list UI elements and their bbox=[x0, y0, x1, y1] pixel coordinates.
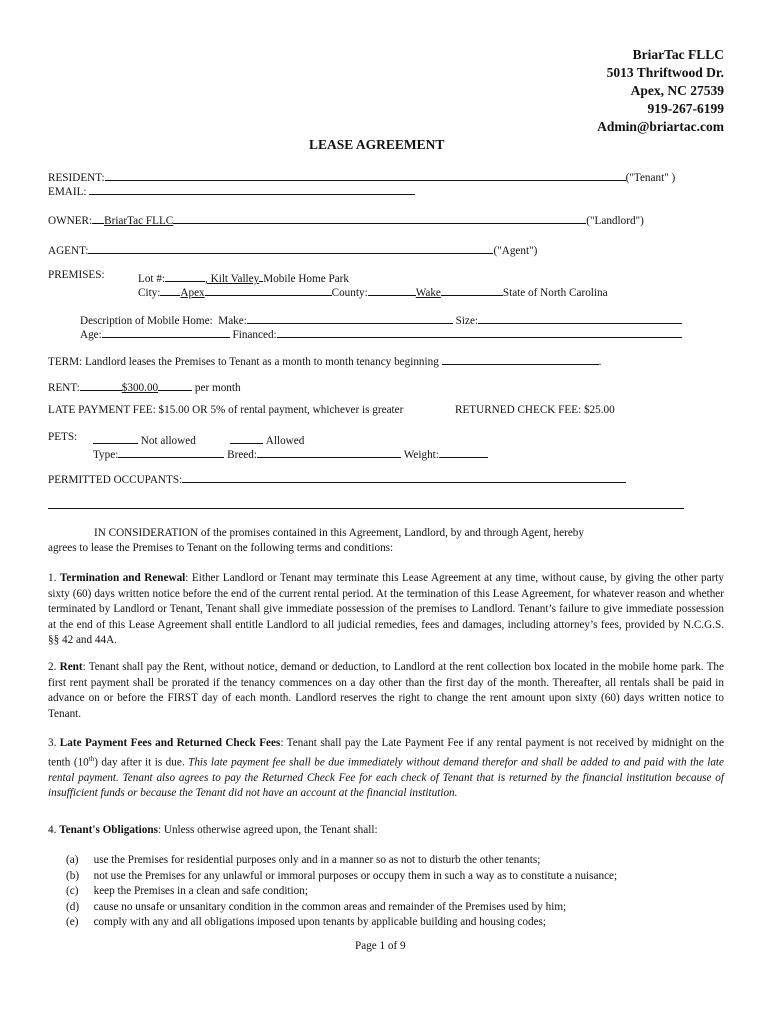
list-item bbox=[66, 915, 617, 931]
mh-financed-label: Financed: bbox=[232, 329, 277, 341]
obligation-label: (b) bbox=[66, 869, 80, 882]
city-line-lead bbox=[160, 283, 180, 296]
obligation-label: (e) bbox=[66, 916, 79, 929]
pet-breed-field[interactable] bbox=[257, 445, 401, 458]
pet-weight-field[interactable] bbox=[439, 445, 488, 458]
county-value: Wake bbox=[415, 287, 441, 299]
section-rent bbox=[48, 660, 724, 722]
email-field[interactable] bbox=[89, 182, 415, 195]
term-text: TERM: Landlord leases the Premises to Tenant as a month to month tenancy beginning bbox=[48, 356, 439, 368]
section-4-number: 4. bbox=[48, 824, 57, 836]
mobile-home-row2 bbox=[80, 325, 682, 341]
section-3-italic: This late payment fee shall be due immediately without demand therefor and shall be added to and paid with the late rental payment. Tenant also agrees to pay the Returned Check Fee for each check of Tenant that is returned by the financial institution because of insufficient funds or because the Tenant did not have an account at the financial institution. bbox=[48, 756, 724, 800]
occupants-field[interactable] bbox=[182, 470, 626, 483]
obligation-label: (a) bbox=[66, 854, 79, 866]
rent-label: RENT: bbox=[48, 382, 80, 394]
obligation-label: (c) bbox=[66, 885, 79, 898]
resident-label: RESIDENT: bbox=[48, 172, 105, 184]
agent-suffix: ("Agent") bbox=[493, 245, 538, 257]
section-3-number: 3. bbox=[48, 737, 57, 749]
section-tenant-obligations bbox=[48, 824, 378, 836]
section-2-body: : Tenant shall pay the Rent, without notice, demand or deduction, to Landlord at the rent collection box located in the mobile home park. The first rent payment shall be prorated if the tenancy commences on a day other than the first day of the month. Thereafter, all rentals shall be paid in advance on or before the FIRST day of each month. Landlord reserves the right to change the rent amount upon sixty (60) days written notice to Tenant. bbox=[48, 661, 724, 720]
obligation-text: comply with any and all obligations imposed upon tenants by applicable building and housing codes; bbox=[93, 916, 546, 929]
mh-age-label: Age: bbox=[80, 329, 102, 341]
document-title: LEASE AGREEMENT bbox=[309, 137, 445, 152]
pet-type-label: Type: bbox=[93, 449, 119, 461]
term-end-period: . bbox=[598, 356, 602, 368]
obligation-text: keep the Premises in a clean and safe condition; bbox=[93, 885, 308, 898]
mh-financed-field[interactable] bbox=[277, 325, 682, 338]
obligation-label: (d) bbox=[66, 900, 80, 913]
returned-check-text: RETURNED CHECK FEE: $25.00 bbox=[455, 404, 615, 416]
agent-field[interactable] bbox=[88, 241, 493, 254]
owner-suffix: ("Landlord") bbox=[586, 215, 644, 227]
list-item bbox=[66, 869, 617, 885]
section-1-title: Termination and Renewal bbox=[59, 572, 186, 584]
occupants-extra-line[interactable] bbox=[48, 508, 684, 509]
section-1-number: 1. bbox=[48, 572, 57, 584]
rent-value: $300.00 bbox=[121, 382, 159, 394]
email-row bbox=[48, 182, 415, 198]
city-field[interactable] bbox=[205, 283, 332, 296]
pets-not-allowed-label: Not allowed bbox=[140, 435, 196, 447]
company-header bbox=[597, 46, 724, 136]
county-field[interactable] bbox=[441, 283, 503, 296]
section-2-title: Rent bbox=[59, 661, 83, 673]
company-name: BriarTac FLLC bbox=[632, 47, 724, 62]
resident-suffix: ("Tenant" ) bbox=[625, 172, 676, 184]
company-email: Admin@briartac.com bbox=[597, 119, 724, 134]
park-suffix: Mobile Home Park bbox=[263, 273, 349, 285]
section-4-title: Tenant's Obligations bbox=[59, 824, 158, 836]
obligation-text: use the Premises for residential purposes only and in a manner so as not to disturb the other tenants; bbox=[93, 854, 541, 866]
mh-make-field[interactable] bbox=[247, 311, 453, 324]
pet-type-field[interactable] bbox=[118, 445, 224, 458]
occupants-label: PERMITTED OCCUPANTS: bbox=[48, 474, 183, 486]
premises-label: PREMISES: bbox=[48, 269, 105, 281]
pets-allowed-label: Allowed bbox=[265, 435, 305, 447]
mh-size-label: Size: bbox=[455, 315, 479, 327]
owner-value: BriarTac FLLC bbox=[104, 215, 174, 227]
company-phone: 919-267-6199 bbox=[647, 101, 724, 116]
mh-age-field[interactable] bbox=[102, 325, 230, 338]
owner-label: OWNER: bbox=[48, 215, 93, 227]
section-2-number: 2. bbox=[48, 661, 57, 673]
city-value: Apex bbox=[180, 287, 205, 299]
section-1-body: : Either Landlord or Tenant may terminate this Lease Agreement at any time, without cause, by giving the other party sixty (60) days written notice before the end of the current rental period. At the termination of this Lease Agreement, for whatever reason and whether terminated by Landlord or Tenant, Tenant shall give immediate possession of the premises to Landlord. Tenant’s failure to give immediate possession at the end of this Lease Agreement shall entitle Landlord to all judicial remedies, fees and damages, including attorney’s fees, provided by N.C.G.S. §§ 42 and 44A. bbox=[48, 572, 725, 646]
obligations-list bbox=[66, 853, 617, 931]
term-row bbox=[48, 352, 601, 368]
section-3-title: Late Payment Fees and Returned Check Fees bbox=[59, 737, 281, 749]
section-4-body: : Unless otherwise agreed upon, the Tenant shall: bbox=[157, 824, 378, 836]
pets-not-allowed-field[interactable] bbox=[93, 431, 138, 444]
county-label: County: bbox=[331, 287, 368, 299]
mh-make-label: Make: bbox=[218, 315, 247, 327]
consideration-line1: IN CONSIDERATION of the promises contained in this Agreement, Landlord, by and through Agent, hereby bbox=[94, 527, 584, 539]
occupants-row bbox=[48, 470, 626, 486]
list-item bbox=[66, 853, 617, 869]
park-name: , Kilt Valley bbox=[205, 273, 260, 285]
email-label: EMAIL: bbox=[48, 186, 87, 198]
obligation-text: cause no unsafe or unsanitary condition in the common areas and remainder of the Premises used by him; bbox=[93, 900, 567, 913]
lot-field[interactable] bbox=[165, 269, 205, 282]
company-street: 5013 Thriftwood Dr. bbox=[606, 65, 724, 80]
pets-allowed-field[interactable] bbox=[230, 431, 263, 444]
company-city-state-zip: Apex, NC 27539 bbox=[630, 83, 724, 98]
owner-field[interactable] bbox=[173, 211, 586, 224]
county-line-lead bbox=[368, 283, 416, 296]
rent-field[interactable] bbox=[158, 378, 192, 391]
late-fee-text: LATE PAYMENT FEE: $15.00 OR 5% of rental payment, whichever is greater bbox=[48, 404, 404, 416]
premises-city-row bbox=[138, 283, 608, 299]
rent-row bbox=[48, 378, 241, 394]
section-3-superscript: th bbox=[88, 754, 95, 763]
obligation-text: not use the Premises for any unlawful or immoral purposes or occupy them in such a way as to constitute a nuisance; bbox=[93, 869, 618, 882]
list-item bbox=[66, 900, 617, 916]
resident-field[interactable] bbox=[105, 168, 626, 181]
mh-size-field[interactable] bbox=[478, 311, 682, 324]
section-3-body-a: : Tenant shall pay the Late Payment Fee if any rental payment is not received by midnight on the tenth (10 bbox=[48, 737, 724, 769]
rent-suffix: per month bbox=[194, 382, 241, 394]
agent-label: AGENT: bbox=[48, 245, 89, 257]
page-number: Page 1 of 9 bbox=[355, 940, 406, 952]
pets-details-row bbox=[93, 445, 488, 461]
mh-description-label: Description of Mobile Home: bbox=[80, 315, 213, 327]
owner-line-lead bbox=[92, 211, 104, 224]
term-start-field[interactable] bbox=[442, 352, 599, 365]
city-label: City: bbox=[138, 287, 161, 299]
section-late-fees bbox=[48, 736, 724, 802]
lot-label: Lot #: bbox=[138, 273, 166, 285]
pets-label: PETS: bbox=[48, 431, 78, 443]
owner-row bbox=[48, 211, 644, 227]
pet-breed-label: Breed: bbox=[227, 449, 257, 461]
consideration-line2: agrees to lease the Premises to Tenant on the following terms and conditions: bbox=[48, 542, 394, 554]
agent-row bbox=[48, 241, 537, 257]
section-3-body-b: ) day after it is due. bbox=[94, 756, 185, 769]
state-text: State of North Carolina bbox=[502, 287, 608, 299]
section-termination bbox=[48, 571, 724, 649]
pet-weight-label: Weight: bbox=[403, 449, 439, 461]
list-item bbox=[66, 884, 617, 900]
rent-line-lead bbox=[80, 378, 122, 391]
